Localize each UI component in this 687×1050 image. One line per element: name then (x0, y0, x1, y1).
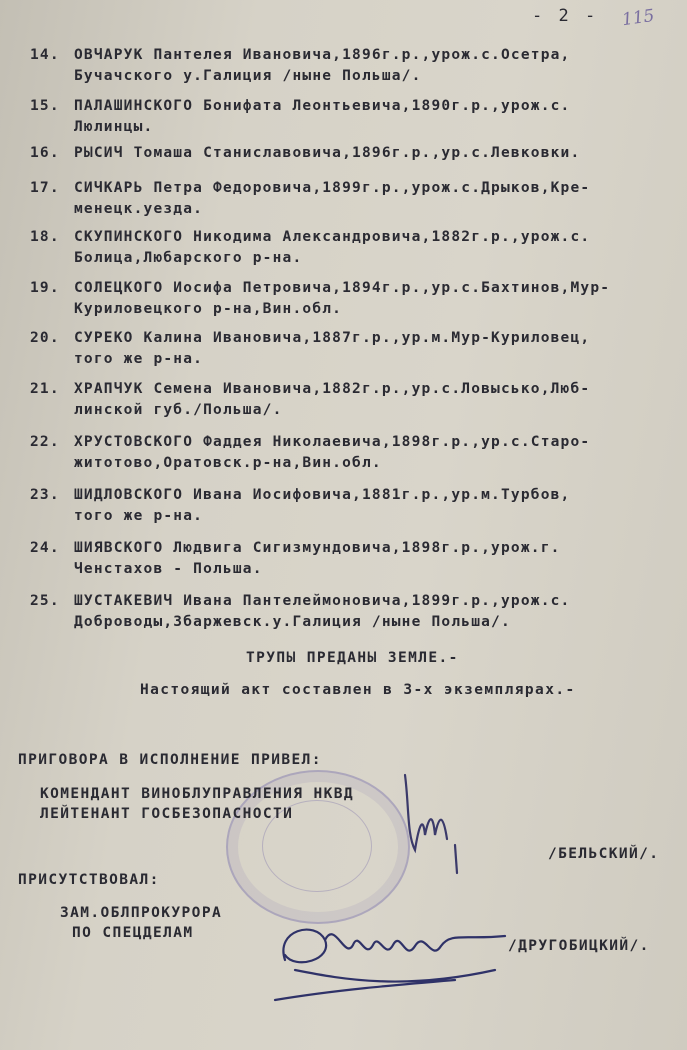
entry-number: 21. (30, 381, 60, 397)
entry-24 (30, 538, 680, 580)
entry-line-1: ШИДЛОВСКОГО Ивана Иосифовича,1881г.р.,ур.м.Турбов, (74, 487, 571, 503)
entry-line-2: того же р-на. (74, 508, 204, 524)
executor-signature (395, 755, 475, 875)
entry-number: 20. (30, 330, 60, 346)
entry-number: 18. (30, 229, 60, 245)
entry-18 (30, 227, 680, 269)
entry-line-1: СКУПИНСКОГО Никодима Александровича,1882г.р.,урож.с. (74, 229, 591, 245)
entry-16 (30, 143, 680, 164)
present-title-line-1: ЗАМ.ОБЛПРОКУРОРА (60, 905, 223, 921)
entry-20 (30, 328, 680, 370)
entry-number: 19. (30, 280, 60, 296)
entry-line-1: ПАЛАШИНСКОГО Бонифата Леонтьевича,1890г.р.,урож.с. (74, 98, 571, 114)
page-number: - 2 - (532, 6, 599, 26)
present-signature (255, 900, 515, 1010)
entry-23 (30, 485, 680, 527)
entry-line-1: СИЧКАРЬ Петра Федоровича,1899г.р.,урож.с.Дрыков,Кре- (74, 180, 591, 196)
entry-line-2: Бучачского у.Галиция /ныне Польша/. (74, 68, 422, 84)
entry-line-2: Куриловецкого р-на,Вин.обл. (74, 301, 343, 317)
entry-19 (30, 278, 680, 320)
entry-number: 16. (30, 145, 60, 161)
entry-number: 15. (30, 98, 60, 114)
entry-line-1: РЫСИЧ Томаша Станиславовича,1896г.р.,ур.с.Левковки. (74, 145, 581, 161)
entry-15 (30, 96, 680, 138)
entry-line-2: житотово,Оратовск.р-на,Вин.обл. (74, 455, 382, 471)
entry-line-1: СУРЕКО Калина Ивановича,1887г.р.,ур.м.Мур-Куриловец, (74, 330, 591, 346)
entry-line-2: Доброводы,Збаржевск.у.Галиция /ныне Польша/. (74, 614, 511, 630)
entry-number: 23. (30, 487, 60, 503)
entry-line-1: СОЛЕЦКОГО Иосифа Петровича,1894г.р.,ур.с.Бахтинов,Мур- (74, 280, 611, 296)
entry-line-1: ШИЯВСКОГО Людвига Сигизмундовича,1898г.р.,урож.г. (74, 540, 561, 556)
entry-number: 25. (30, 593, 60, 609)
entry-number: 24. (30, 540, 60, 556)
entry-25 (30, 591, 680, 633)
entry-14 (30, 45, 680, 87)
entry-line-2: Болица,Любарского р-на. (74, 250, 303, 266)
entry-line-2: Ченстахов - Польша. (74, 561, 263, 577)
entry-17 (30, 178, 680, 220)
entry-number: 17. (30, 180, 60, 196)
entry-line-2: линской губ./Польша/. (74, 402, 283, 418)
entry-line-2: того же р-на. (74, 351, 204, 367)
buried-statement: ТРУПЫ ПРЕДАНЫ ЗЕМЛЕ.- (246, 650, 459, 666)
act-copies-note: Настоящий акт составлен в 3-х экземплярах.- (140, 682, 576, 698)
entry-line-1: ШУСТАКЕВИЧ Ивана Пантелеймоновича,1899г.р.,урож.с. (74, 593, 571, 609)
entry-line-2: Люлинцы. (74, 119, 154, 135)
present-name: /ДРУГОБИЦКИЙ/. (508, 938, 650, 954)
executor-title-line-2: ЛЕЙТЕНАНТ ГОСБЕЗОПАСНОСТИ (40, 806, 294, 822)
entry-22 (30, 432, 680, 474)
archival-number: 115 (620, 5, 656, 31)
entry-line-1: ОВЧАРУК Пантелея Ивановича,1896г.р.,урож.с.Осетра, (74, 47, 571, 63)
entry-21 (30, 379, 680, 421)
present-title-line-2: ПО СПЕЦДЕЛАМ (72, 925, 194, 941)
entry-number: 14. (30, 47, 60, 63)
entry-number: 22. (30, 434, 60, 450)
executor-name: /БЕЛЬСКИЙ/. (548, 846, 660, 862)
entry-line-2: менецк.уезда. (74, 201, 204, 217)
entry-line-1: ХРУСТОВСКОГО Фаддея Николаевича,1898г.р.,ур.с.Старо- (74, 434, 591, 450)
executed-heading: ПРИГОВОРА В ИСПОЛНЕНИЕ ПРИВЕЛ: (18, 752, 322, 768)
executor-title-line-1: КОМЕНДАНТ ВИНОБЛУПРАВЛЕНИЯ НКВД (40, 786, 355, 802)
entry-line-1: ХРАПЧУК Семена Ивановича,1882г.р.,ур.с.Ловысько,Люб- (74, 381, 591, 397)
present-heading: ПРИСУТСТВОВАЛ: (18, 872, 160, 888)
